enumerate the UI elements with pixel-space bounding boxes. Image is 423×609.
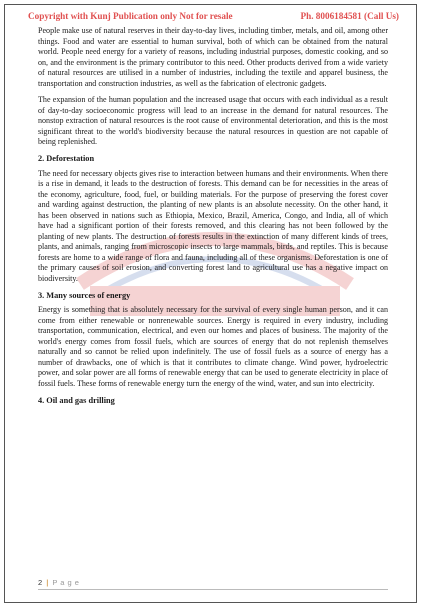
paragraph-population-expansion: The expansion of the human population and the increased usage that occurs with each individual as a result of day-to-day socioeconomic progress will lead to an increase in the demand for natural resources. The nonstop extraction of natural resources is the root cause of environmental deterioration, and this is the most significant threat to the world's biodiversity because the natural resources in question are not capable of being replenished. xyxy=(38,95,388,147)
copyright-notice: Copyright with Kunj Publication only Not for resale xyxy=(28,11,233,21)
heading-deforestation: 2. Deforestation xyxy=(38,154,95,164)
paragraph-energy-sources: Energy is something that is absolutely necessary for the survival of every single human person, and it can come from either renewable or nonrenewable sources. Energy is required in every industry, including transportation, communication, electrical, and even our homes and places of business. The majority of the world's energy comes from fossil fuels, which are sources of energy that do not replenish themselves naturally and so cannot be relied upon indefinitely. The use of fossil fuels as a source of energy has a number of drawbacks, one of which is that it contributes to climate change. Wind power, hydroelectric power, and solar power are all forms of renewable energy that can be used to generate electricity in place of fossil fuels. These forms of renewable energy turn the energy of the wind, water, and sun into electricity. xyxy=(38,305,388,388)
paragraph-deforestation: The need for necessary objects gives rise to interaction between humans and their environments. When there is a rise in demand, it leads to the destruction of forests. This demand can be for necessities in the areas of the economy, agriculture, food, fuel, or building materials. For the purpose of preserving the forest cover and warding against destruction, the planting of new plants is an absolute necessity. On the other hand, it has been observed in nations such as Ethiopia, Mexico, Brazil, America, Congo, and India, all of which have had a significant portion of their forests removed, and this clearing has not been followed by the planting of new plants. The destruction of forests results in the extinction of many different kinds of trees, plants, and animals, ranging from microscopic insects to large mammals, birds, and reptiles. This is because forests are home to a wide range of flora and fauna, including all of these organisms. Deforestation is one of the primary causes of soil erosion, and converting forest land to agricultural use has a negative impact on biodiversity. xyxy=(38,168,388,284)
heading-oil-gas-drilling: 4. Oil and gas drilling xyxy=(38,395,115,405)
page-footer xyxy=(38,578,79,587)
phone-notice: Ph. 8006184581 (Call Us) xyxy=(300,11,399,21)
paragraph-natural-reserves: People make use of natural reserves in their day-to-day lives, including timber, metals, and oil, among other things. Food and water are essential to human survival, both of which can be obtained from the natural world. People need energy for a variety of reasons, including industrial purposes, domestic cooking, and so on, and the environment is the primary contributor to this need. Other products derived from a wide variety of natural resources are utilised in a number of industries, including the textile and apparel business, the transportation and construction industries, as well as the fabrication of electronic gadgets. xyxy=(38,26,388,88)
page-label: P a g e xyxy=(52,578,80,587)
heading-energy-sources: 3. Many sources of energy xyxy=(38,290,131,300)
page-header xyxy=(28,11,399,21)
page-number: 2 xyxy=(38,578,43,587)
document-body xyxy=(38,26,388,410)
footer-separator: | xyxy=(46,578,49,587)
footer-rule xyxy=(38,589,388,590)
